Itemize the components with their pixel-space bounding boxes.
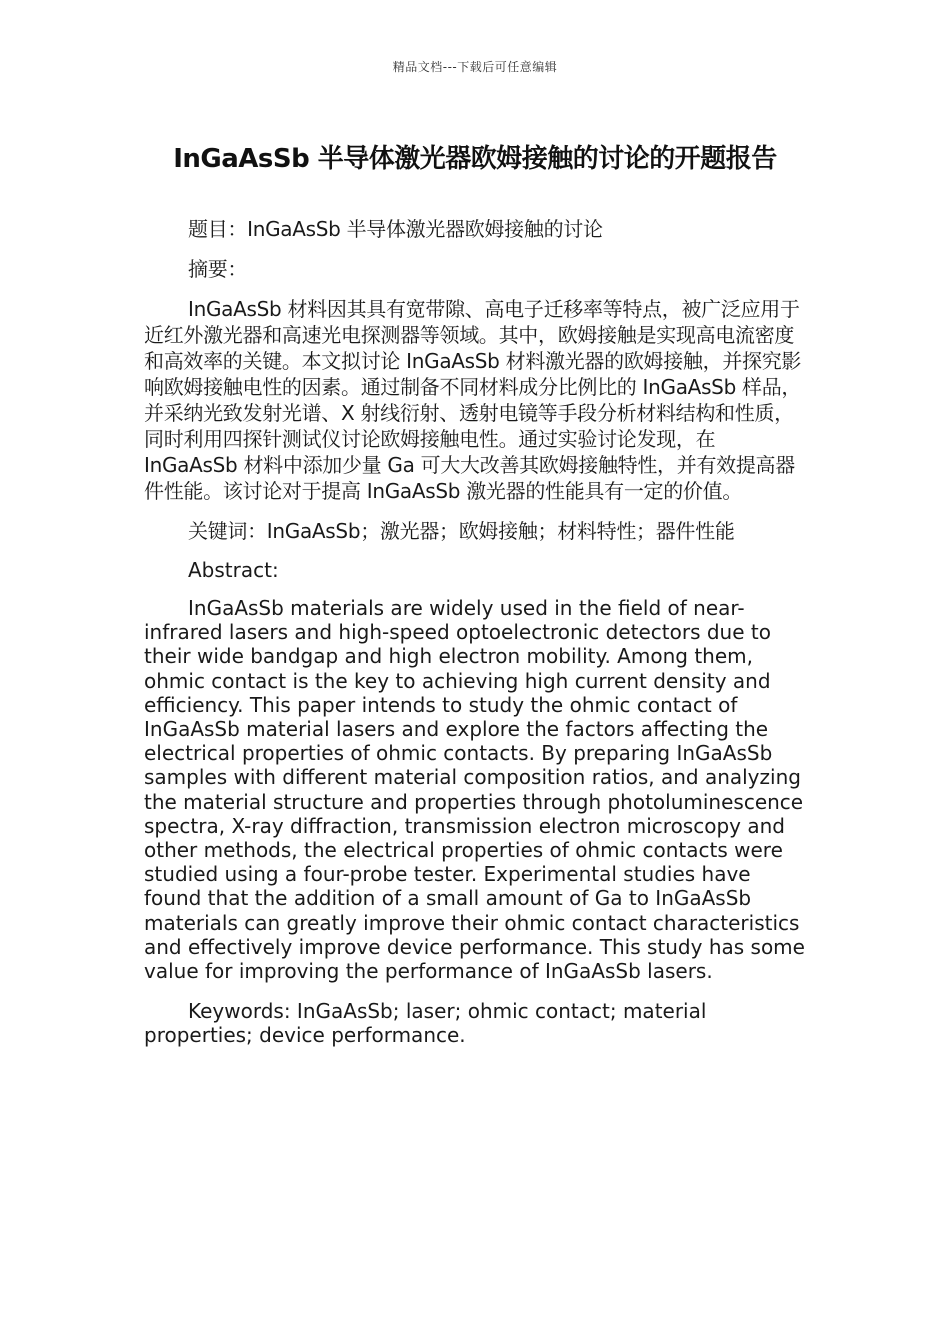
abstract-en-label: Abstract: [188, 558, 279, 582]
abstract-cn-label: 摘要： [188, 257, 248, 281]
topic-line: 题目：InGaAsSb 半导体激光器欧姆接触的讨论 [188, 217, 603, 241]
keywords-cn: 关键词：InGaAsSb；激光器；欧姆接触；材料特性；器件性能 [188, 519, 735, 543]
header-note: 精品文档---下载后可任意编辑 [392, 60, 558, 74]
document-body [144, 216, 808, 1064]
keywords-en: Keywords: InGaAsSb; laser; ohmic contact; material properties; device performance. [144, 999, 707, 1048]
document-title: InGaAsSb 半导体激光器欧姆接触的讨论的开题报告 [173, 144, 777, 174]
abstract-en-paragraph: InGaAsSb materials are widely used in the field of near-infrared lasers and high-speed optoelectronic detectors due to their wide bandgap and high electron mobility. Among them, ohmic contact is the key to achieving high current density and efficiency. This paper intends to study the ohmic contact of InGaAsSb material lasers and explore the factors affecting the electrical properties of ohmic contacts. By preparing InGaAsSb samples with different material composition ratios, and analyzing the material structure and properties through photoluminescence spectra, X-ray diffraction, transmission electron microscopy and other methods, the electrical properties of ohmic contacts were studied using a four-probe tester. Experimental studies have found that the addition of a small amount of Ga to InGaAsSb materials can greatly improve their ohmic contact characteristics and effectively improve device performance. This study has some value for improving the performance of InGaAsSb lasers. [144, 596, 805, 984]
abstract-cn-paragraph: InGaAsSb 材料因其具有宽带隙、高电子迁移率等特点，被广泛应用于近红外激光器和高速光电探测器等领域。其中，欧姆接触是实现高电流密度和高效率的关键。本文拟讨论 InGaAsSb 材料激光器的欧姆接触，并探究影响欧姆接触电性的因素。通过制备不同材料成分比例比的 InGaAsSb 样品，并采纳光致发射光谱、X 射线衍射、透射电镜等手段分析材料结构和性质，同时利用四探针测试仪讨论欧姆接触电性。通过实验讨论发现，在 InGaAsSb 材料中添加少量 Ga 可大大改善其欧姆接触特性，并有效提高器件性能。该讨论对于提高 InGaAsSb 激光器的性能具有一定的价值。 [144, 297, 802, 503]
